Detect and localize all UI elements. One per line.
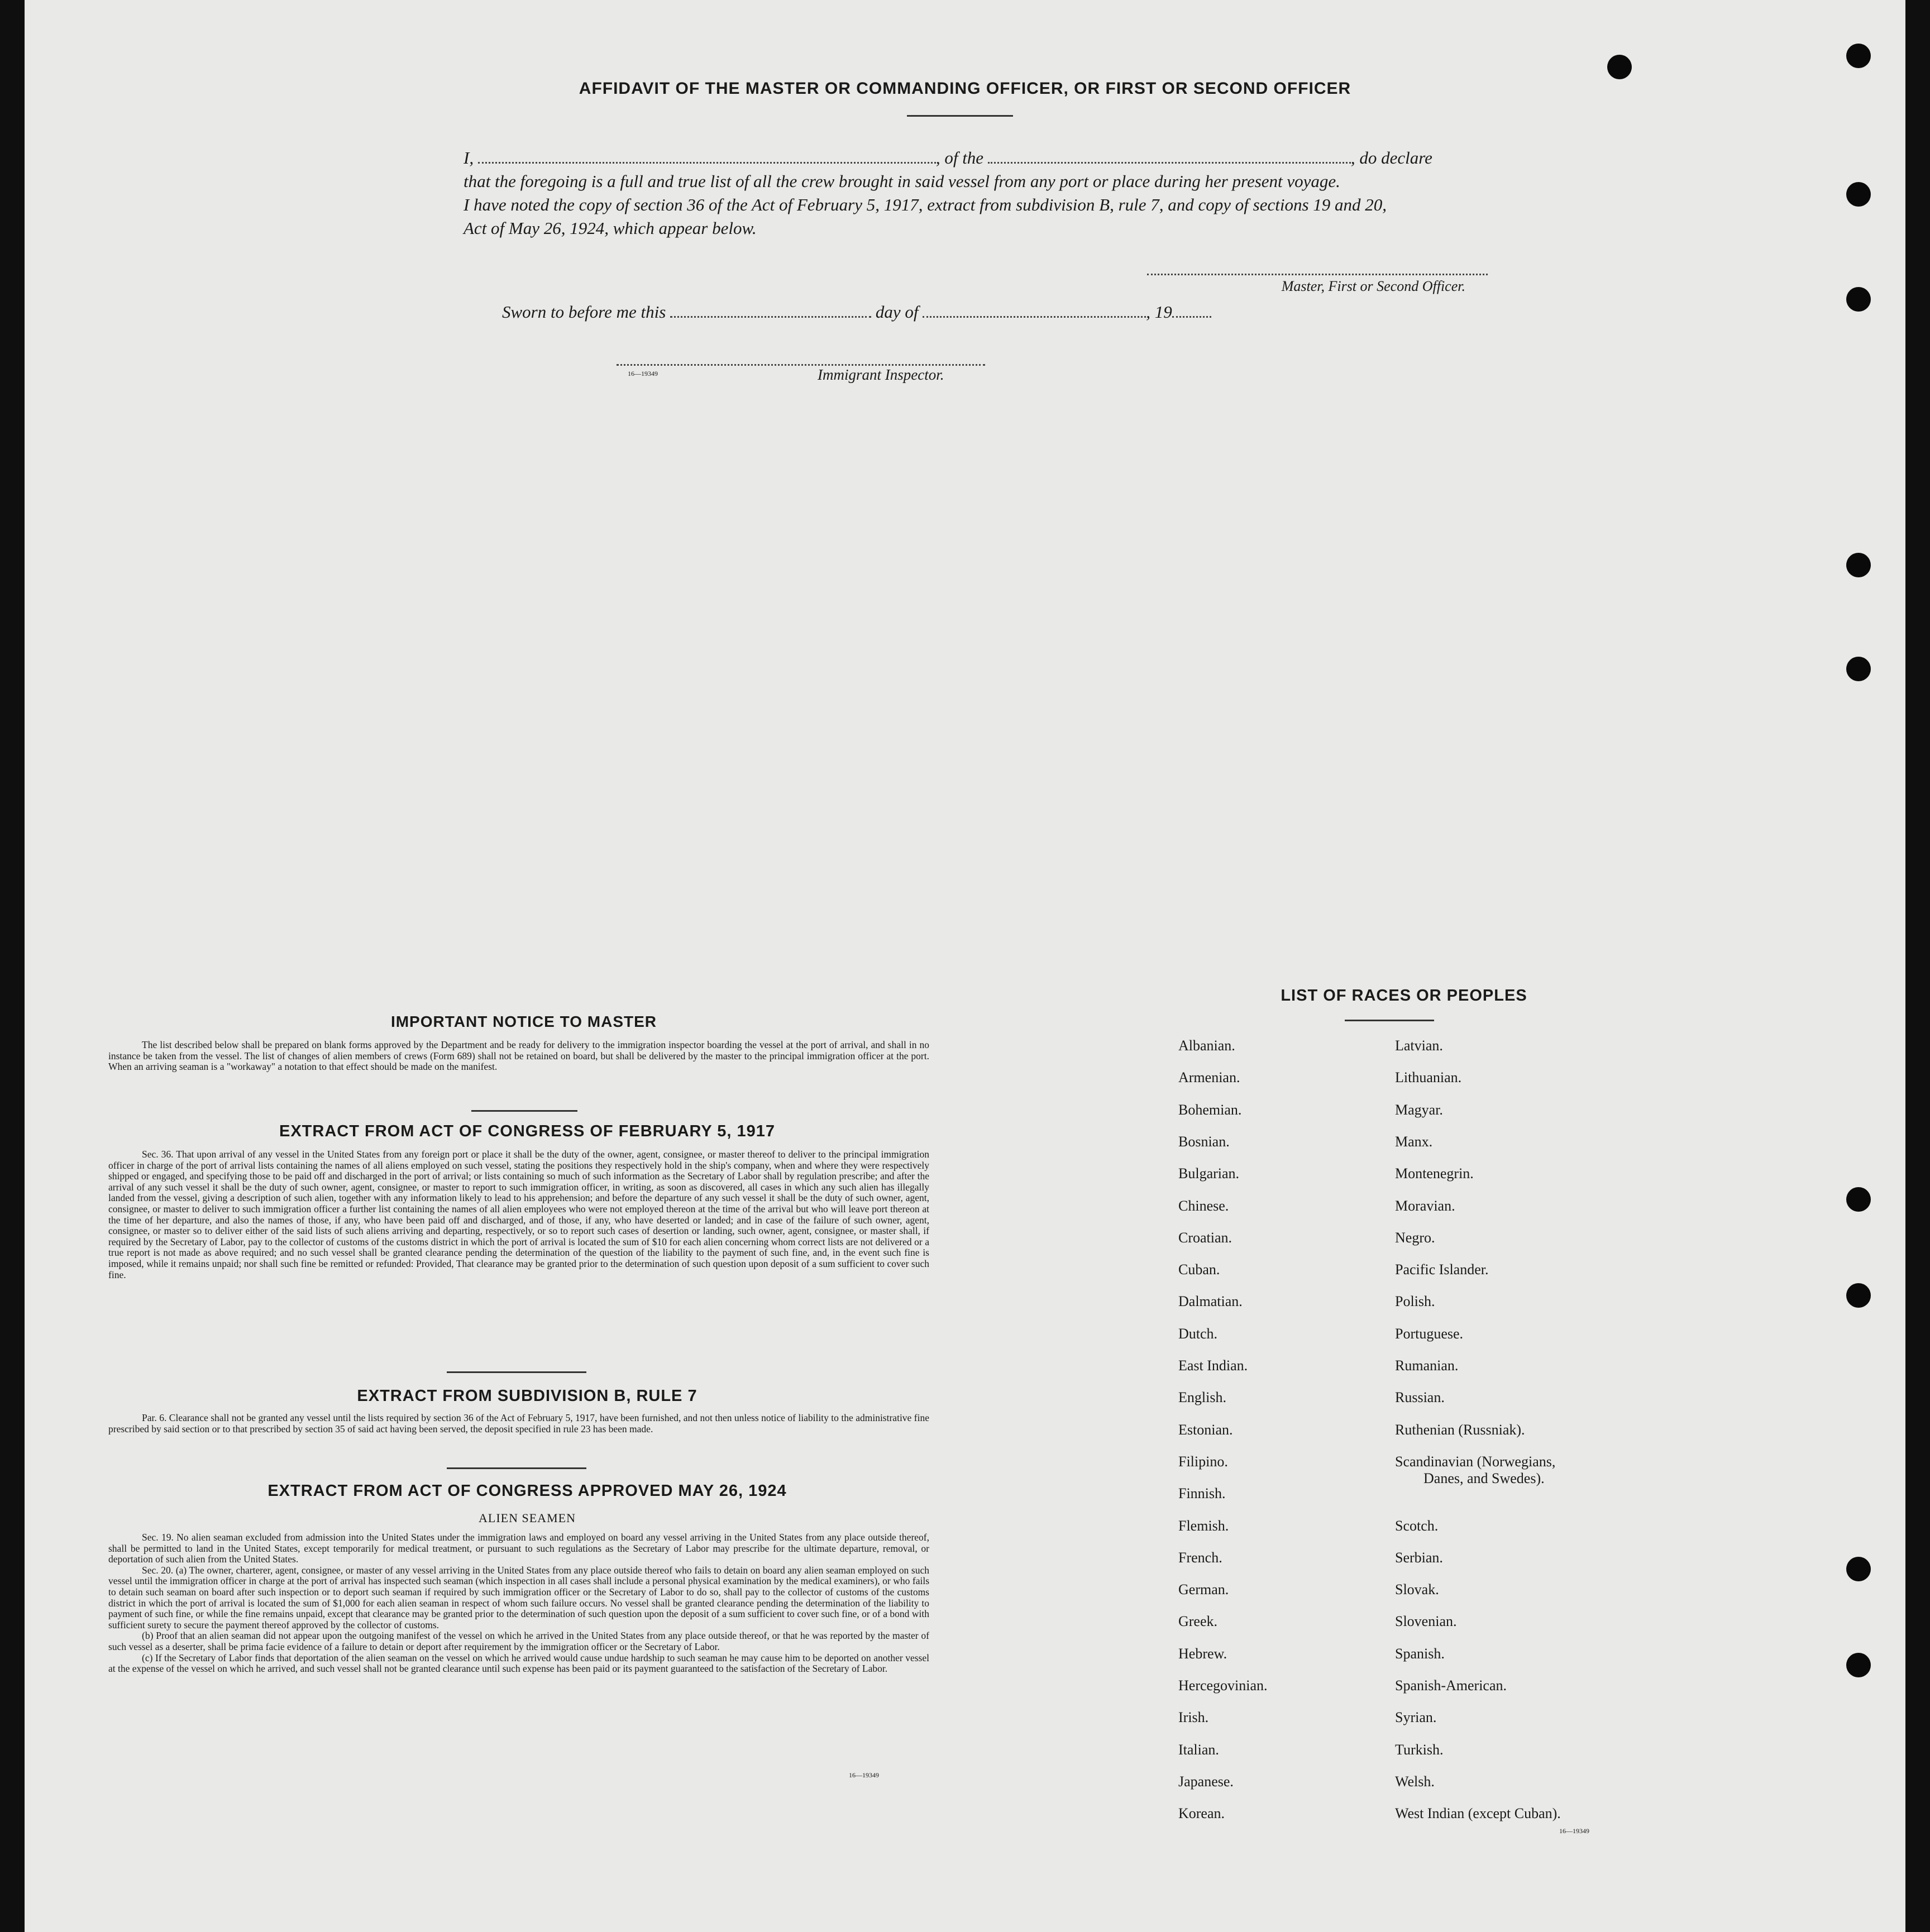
punch-hole <box>1846 657 1871 681</box>
vessel-field[interactable] <box>988 147 1351 164</box>
extract-1924-text <box>108 1532 929 1675</box>
punch-hole <box>1846 1187 1871 1212</box>
race-item: Cuban. <box>1178 1261 1220 1278</box>
master-signature-field[interactable] <box>1147 274 1488 275</box>
race-item: German. <box>1178 1581 1229 1598</box>
affidavit-line-3: I have noted the copy of section 36 of the Act of February 5, 1917, extract from subdivision B, rule 7, and copy of sections 19 and 20, <box>464 195 1387 214</box>
race-item: Armenian. <box>1178 1069 1240 1086</box>
race-item: Filipino. <box>1178 1453 1228 1470</box>
race-item: Bulgarian. <box>1178 1165 1240 1182</box>
race-item: Spanish-American. <box>1395 1677 1507 1694</box>
race-item: Portuguese. <box>1395 1325 1464 1342</box>
extract-rule7-text <box>108 1413 929 1434</box>
race-item: Greek. <box>1178 1613 1218 1630</box>
race-item: Turkish. <box>1395 1741 1444 1758</box>
affidavit-title: AFFIDAVIT OF THE MASTER OR COMMANDING OFFICER, OR FIRST OR SECOND OFFICER <box>579 79 1351 98</box>
races-divider <box>1345 1020 1434 1021</box>
section-20b-paragraph: (b) Proof that an alien seaman did not appear upon the outgoing manifest of the vessel on which he arrived in the United States from any place outside thereof, or that he was reported by the master of such vessel as a deserter, shall be prima facie evidence of a failure to detain or deport after requirement by the immigration officer or the Secretary of Labor. <box>108 1630 929 1652</box>
race-item: Hebrew. <box>1178 1645 1227 1662</box>
form-page <box>25 0 1905 1932</box>
affidavit-line-2: that the foregoing is a full and true list of all the crew brought in said vessel from any port or place during her present voyage. <box>464 171 1340 191</box>
affidavit-line-1 <box>464 146 1525 170</box>
race-item: Negro. <box>1395 1229 1435 1246</box>
race-item: Italian. <box>1178 1741 1219 1758</box>
of-the-text: , of the <box>935 148 984 168</box>
title-divider <box>907 115 1013 117</box>
race-item: Estonian. <box>1178 1421 1233 1438</box>
race-item: Pacific Islander. <box>1395 1261 1489 1278</box>
extract-1917-text <box>108 1149 929 1280</box>
race-item: Albanian. <box>1178 1037 1235 1054</box>
notice-title: IMPORTANT NOTICE TO MASTER <box>390 1013 657 1030</box>
section-divider <box>447 1371 586 1373</box>
day-of-text: day of <box>875 302 919 322</box>
year-prefix: , 19 <box>1146 302 1172 322</box>
race-item: Moravian. <box>1395 1197 1455 1214</box>
section-36-paragraph: Sec. 36. That upon arrival of any vessel in the United States from any foreign port or place it shall be the duty of the owner, agent, consignee, or master thereof to deliver to the principal immigration officer in charge of the port of arrival lists containing the names of all aliens employed on such vessel, stating the positions they respectively hold in the ship's company, when and where they were respectively shipped or engaged, and specifying those to be paid off and discharged in the port of arrival; or lists containing so much of such information as the Secretary of Labor shall by regulation prescribe; and after the arrival of any such vessel it shall be the duty of such owner, agent, consignee, or master to report to such immigration officer, in writing, as soon as discovered, all cases in which any such alien has illegally landed from the vessel, giving a description of such alien, together with any information likely to lead to his apprehension; and before the departure of any such vessel it shall be the duty of such owner, agent, consignee, or master to deliver to such immigration officer a further list containing the names of all alien employees who were not employed thereon at the time of the arrival but who will leave port thereon at the time of her departure, and also the names of those, if any, who have been paid off and discharged, and of those, if any, who have deserted or landed; and in case of the failure of such owner, agent, consignee, or master so to deliver either of the said lists of such aliens arriving and departing, respectively, or so to report such cases of desertion or landing, such owner, agent, consignee, or master shall, if required by the Secretary of Labor, pay to the collector of customs of the customs district in which the port of arrival is located the sum of $10 for each alien concerning whom correct lists are not delivered or a true report is not made as above required; and no such vessel shall be granted clearance pending the determination of the question of the liability to the payment of such fine, and, in the event such fine is imposed, while it remains unpaid; nor shall such fine be remitted or refunded: Provided, That clearance may be granted prior to the determination of such question upon deposit of a sum sufficient to cover such fine. <box>108 1149 929 1280</box>
punch-hole <box>1846 44 1871 68</box>
race-item: Chinese. <box>1178 1197 1229 1214</box>
race-item: Japanese. <box>1178 1773 1234 1790</box>
race-item: Welsh. <box>1395 1773 1435 1790</box>
rule7-paragraph: Par. 6. Clearance shall not be granted any vessel until the lists required by section 36 of the Act of February 5, 1917, have been furnished, and not then unless notice of liability to the administrative fine prescribed by said section or to that prescribed by section 35 of said act having been served, the deposit specified in rule 23 has been made. <box>108 1412 929 1434</box>
declare-text: , do declare <box>1350 148 1432 168</box>
section-20a-paragraph: Sec. 20. (a) The owner, charterer, agent, consignee, or master of any vessel arriving in the United States from any place outside thereof who fails to detain on board any alien seaman employed on such vessel until the immigration officer in charge at the port of arrival has inspected such seaman (which inspection in all cases shall include a personal physical examination by the medical examiners), or who fails to detain such seaman on board after such inspection or to deport such seaman if required by such immigration officer or the Secretary of Labor to do so, shall pay to the collector of customs of the customs district in which the port of arrival is located the sum of $1,000 for each alien seaman in respect of whom such failure occurs. No vessel shall be granted clearance pending the determination of the liability to payment of such fine, or while the fine remains unpaid, except that clearance may be granted prior to the determination of such question upon the deposit of a sum sufficient to cover such fine, or of a bond with sufficient surety to secure the payment thereof approved by the collector of customs. <box>108 1564 929 1630</box>
punch-hole <box>1846 553 1871 577</box>
notice-text <box>108 1040 929 1073</box>
inspector-label: Immigrant Inspector. <box>818 366 944 383</box>
extract-rule7-title: EXTRACT FROM SUBDIVISION B, RULE 7 <box>357 1387 698 1405</box>
inspector-signature-field[interactable] <box>617 364 985 366</box>
punch-hole <box>1846 182 1871 207</box>
race-item: Lithuanian. <box>1395 1069 1462 1086</box>
section-19-paragraph: Sec. 19. No alien seaman excluded from admission into the United States under the immigration laws and employed on board any vessel arriving in the United States from any place outside thereof, shall be permitted to land in the United States, except temporarily for medical treatment, or pursuant to such regulations as the Secretary of Labor may prescribe for the ultimate departure, removal, or deportation of such alien from the United States. <box>108 1532 929 1565</box>
sworn-statement <box>502 302 1211 322</box>
name-field[interactable] <box>478 147 936 164</box>
race-item: Spanish. <box>1395 1645 1445 1662</box>
race-item: Slovenian. <box>1395 1613 1457 1630</box>
race-item: Croatian. <box>1178 1229 1232 1246</box>
sworn-text: Sworn to before me this <box>502 302 666 322</box>
alien-seamen-subtitle: ALIEN SEAMEN <box>479 1511 576 1525</box>
race-item: Syrian. <box>1395 1709 1437 1726</box>
affidavit-statement <box>464 146 1525 240</box>
race-item: Flemish. <box>1178 1517 1229 1534</box>
extract-1924-title: EXTRACT FROM ACT OF CONGRESS APPROVED MAY 26, 1924 <box>267 1482 787 1500</box>
punch-hole <box>1846 287 1871 312</box>
race-item: Hercegovinian. <box>1178 1677 1268 1694</box>
race-item: Korean. <box>1178 1805 1225 1822</box>
race-item: Rumanian. <box>1395 1357 1459 1374</box>
race-item: Montenegrin. <box>1395 1165 1474 1182</box>
race-item: West Indian (except Cuban). <box>1395 1805 1561 1822</box>
race-item: Dutch. <box>1178 1325 1218 1342</box>
notice-paragraph: The list described below shall be prepared on blank forms approved by the Department and be ready for delivery to the immigration inspector boarding the vessel at the port of arrival, and shall in no instance be taken from the vessel. The list of changes of alien members of crews (Form 689) shall not be retained on board, but shall be delivered by the master to the principal immigration officer at the port. When an arriving seaman is a "workaway" a notation to that effect should be made on the manifest. <box>108 1039 929 1073</box>
sworn-day-field[interactable] <box>670 302 871 318</box>
race-item: Ruthenian (Russniak). <box>1395 1421 1525 1438</box>
race-item: Magyar. <box>1395 1101 1443 1118</box>
punch-hole <box>1607 55 1632 79</box>
affidavit-i: I, <box>464 148 474 168</box>
race-item: French. <box>1178 1549 1222 1566</box>
race-item: Russian. <box>1395 1389 1445 1406</box>
extract-1917-title: EXTRACT FROM ACT OF CONGRESS OF FEBRUARY 5, 1917 <box>279 1122 776 1140</box>
race-item: Polish. <box>1395 1293 1435 1310</box>
section-divider <box>471 1110 577 1112</box>
affidavit-line-4: Act of May 26, 1924, which appear below. <box>464 218 757 238</box>
punch-hole <box>1846 1557 1871 1581</box>
extract-form-number: 16—19349 <box>849 1771 879 1779</box>
race-item: Manx. <box>1395 1133 1433 1150</box>
sworn-year-field[interactable] <box>1172 302 1211 318</box>
races-title: LIST OF RACES OR PEOPLES <box>1281 987 1527 1005</box>
race-item: English. <box>1178 1389 1226 1406</box>
race-item: Slovak. <box>1395 1581 1439 1598</box>
race-item: Bosnian. <box>1178 1133 1230 1150</box>
race-item: Scandinavian (Norwegians, <box>1395 1453 1556 1470</box>
race-item: Finnish. <box>1178 1485 1226 1502</box>
race-item: Irish. <box>1178 1709 1209 1726</box>
section-20c-paragraph: (c) If the Secretary of Labor finds that deportation of the alien seaman on the vessel on which he arrived would cause undue hardship to such seaman he may cause him to be deported on another vessel at the expense of the vessel on which he arrived, and such vessel shall not be granted clearance until such expense has been paid or its payment guaranteed to the satisfaction of the Secretary of Labor. <box>108 1652 929 1675</box>
race-item: East Indian. <box>1178 1357 1248 1374</box>
race-item: Scotch. <box>1395 1517 1439 1534</box>
master-signature-label: Master, First or Second Officer. <box>1281 278 1465 294</box>
race-item: Bohemian. <box>1178 1101 1242 1118</box>
punch-hole <box>1846 1283 1871 1308</box>
inspector-form-number: 16—19349 <box>628 370 658 377</box>
punch-hole <box>1846 1653 1871 1677</box>
race-item: Latvian. <box>1395 1037 1443 1054</box>
race-item-continuation: Danes, and Swedes). <box>1423 1470 1545 1486</box>
races-form-number: 16—19349 <box>1559 1827 1589 1835</box>
race-item: Serbian. <box>1395 1549 1443 1566</box>
race-item: Dalmatian. <box>1178 1293 1243 1310</box>
sworn-month-field[interactable] <box>923 302 1146 318</box>
section-divider <box>447 1467 586 1469</box>
